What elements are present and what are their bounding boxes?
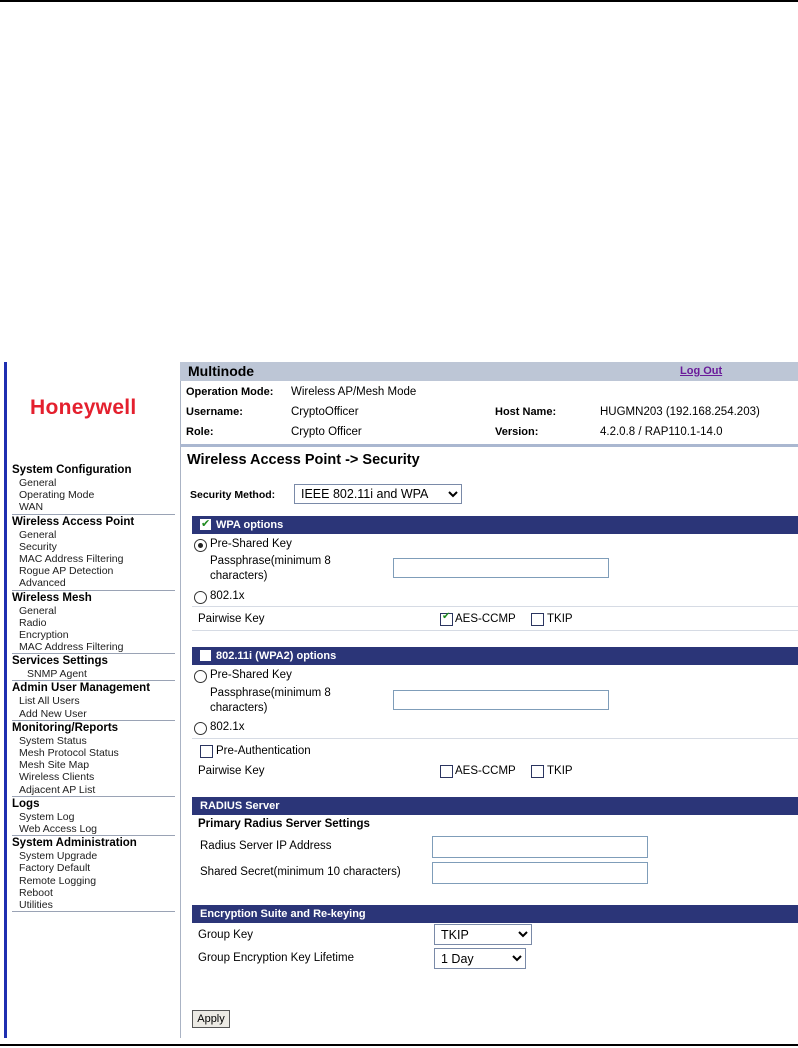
sidebar-heading-wireless-mesh[interactable]: Wireless Mesh — [12, 591, 92, 604]
sidebar-item-radio[interactable]: Radio — [19, 616, 47, 629]
wpa2-aes-ccmp-checkbox[interactable] — [440, 765, 453, 778]
wpa-options-title: WPA options — [216, 519, 284, 531]
wpa2-preauth-label: Pre-Authentication — [216, 745, 311, 757]
sidebar-item-wan[interactable]: WAN — [12, 501, 175, 514]
wpa2-enable-checkbox[interactable] — [200, 650, 211, 661]
wpa2-passphrase-input[interactable] — [393, 690, 609, 710]
sidebar-item-system-status[interactable]: System Status — [19, 734, 87, 747]
role-value: Crypto Officer — [291, 426, 362, 438]
wpa2-psk-radio[interactable] — [194, 670, 207, 683]
radius-server-header — [192, 797, 798, 815]
apply-button[interactable]: Apply — [192, 1010, 230, 1028]
wpa-bottom-divider — [192, 630, 798, 631]
sidebar-item-operating-mode[interactable]: Operating Mode — [19, 489, 95, 502]
group-key-lifetime-select[interactable] — [434, 948, 526, 969]
sidebar-item-adjacent-ap-list[interactable]: Adjacent AP List — [12, 784, 175, 797]
radius-ip-input[interactable] — [432, 836, 648, 858]
honeywell-logo: Honeywell — [30, 396, 137, 419]
sidebar-item-web-access-log[interactable]: Web Access Log — [12, 823, 175, 836]
sidebar-item-system-log[interactable]: System Log — [19, 810, 75, 823]
screenshot-frame — [4, 362, 798, 1038]
wpa-options-header — [192, 516, 798, 534]
wpa-passphrase-label-1: Passphrase(minimum 8 — [210, 555, 331, 567]
sidebar-heading-wireless-access-point[interactable]: Wireless Access Point — [12, 515, 135, 528]
sidebar-heading-monitoring-reports[interactable]: Monitoring/Reports — [12, 721, 119, 734]
username-label: Username: — [186, 406, 243, 418]
page-title: Wireless Access Point -> Security — [187, 452, 420, 468]
sidebar-item-list-all-users[interactable]: List All Users — [19, 695, 80, 708]
wpa2-8021x-radio[interactable] — [194, 722, 207, 735]
logout-link[interactable]: Log Out — [680, 365, 723, 377]
wpa2-preauth-checkbox[interactable] — [200, 745, 213, 758]
sidebar-item-reboot[interactable]: Reboot — [19, 886, 53, 899]
wpa2-options-header — [192, 647, 798, 665]
radius-ip-label: Radius Server IP Address — [200, 840, 332, 852]
host-name-value: HUGMN203 (192.168.254.203) — [600, 406, 760, 418]
sidebar-item-mesh-protocol-status[interactable]: Mesh Protocol Status — [19, 747, 119, 759]
security-method-select[interactable] — [294, 484, 462, 504]
sidebar-item-mesh-site-map[interactable]: Mesh Site Map — [19, 759, 90, 772]
sidebar-item-mac-address-filtering[interactable]: MAC Address Filtering — [19, 552, 124, 565]
wpa-enable-checkbox[interactable] — [200, 519, 211, 530]
app-title: Multinode — [188, 363, 255, 379]
radius-shared-secret-label: Shared Secret(minimum 10 characters) — [200, 866, 401, 878]
wpa-tkip-checkbox[interactable] — [531, 613, 544, 626]
wpa-aes-ccmp-label: AES-CCMP — [455, 613, 516, 625]
wpa2-passphrase-label-1: Passphrase(minimum 8 — [210, 687, 331, 699]
sidebar-item-general[interactable]: General — [19, 477, 57, 489]
wpa-pairwise-key-label: Pairwise Key — [198, 613, 265, 625]
sidebar-nav — [12, 463, 175, 912]
version-value: 4.2.0.8 / RAP110.1-14.0 — [600, 426, 723, 438]
wpa-8021x-radio[interactable] — [194, 591, 207, 604]
radius-server-title: RADIUS Server — [200, 800, 280, 812]
wpa-aes-ccmp-checkbox[interactable] — [440, 613, 453, 626]
wpa-psk-label: Pre-Shared Key — [210, 538, 292, 550]
wpa-psk-radio[interactable] — [194, 539, 207, 552]
operation-mode-value: Wireless AP/Mesh Mode — [291, 386, 417, 398]
wpa-8021x-label: 802.1x — [210, 590, 245, 602]
header-bar — [180, 362, 798, 381]
operation-mode-label: Operation Mode: — [186, 386, 274, 398]
sidebar-item-factory-default[interactable]: Factory Default — [19, 862, 91, 875]
sidebar-item-mesh-mac-address-filtering[interactable]: MAC Address Filtering — [12, 641, 175, 654]
sidebar-item-advanced[interactable]: Advanced — [12, 577, 175, 590]
wpa2-aes-ccmp-label: AES-CCMP — [455, 765, 516, 777]
sidebar-item-encryption[interactable]: Encryption — [19, 628, 69, 641]
wpa-passphrase-label-2: characters) — [210, 570, 268, 582]
host-name-label: Host Name: — [495, 406, 557, 418]
group-key-label: Group Key — [198, 929, 253, 941]
sidebar-divider — [180, 362, 181, 1038]
wpa2-psk-label: Pre-Shared Key — [210, 669, 292, 681]
sidebar-item-snmp-agent[interactable]: SNMP Agent — [12, 668, 175, 681]
group-key-lifetime-label: Group Encryption Key Lifetime — [198, 952, 354, 964]
security-method-label: Security Method: — [190, 489, 276, 501]
encryption-suite-title: Encryption Suite and Re-keying — [200, 908, 366, 920]
wpa2-passphrase-label-2: characters) — [210, 702, 268, 714]
sidebar — [7, 362, 179, 1038]
sidebar-item-system-upgrade[interactable]: System Upgrade — [19, 850, 98, 863]
sidebar-item-add-new-user[interactable]: Add New User — [12, 708, 175, 721]
username-value: CryptoOfficer — [291, 406, 359, 418]
sidebar-item-wireless-clients[interactable]: Wireless Clients — [19, 771, 95, 784]
wpa2-row-divider — [192, 738, 798, 739]
sidebar-heading-services-settings[interactable]: Services Settings — [12, 655, 108, 668]
header-divider — [180, 444, 798, 447]
sidebar-item-security[interactable]: Security — [19, 540, 57, 553]
sidebar-heading-admin-user-management[interactable]: Admin User Management — [12, 682, 151, 695]
sidebar-item-rogue-ap-detection[interactable]: Rogue AP Detection — [19, 565, 114, 578]
sidebar-item-mesh-general[interactable]: General — [19, 604, 57, 617]
wpa-tkip-label: TKIP — [547, 613, 573, 625]
wpa2-tkip-checkbox[interactable] — [531, 765, 544, 778]
sidebar-heading-system-administration[interactable]: System Administration — [12, 837, 137, 850]
radius-shared-secret-input[interactable] — [432, 862, 648, 884]
wpa-passphrase-input[interactable] — [393, 558, 609, 578]
sidebar-heading-system-configuration[interactable]: System Configuration — [12, 464, 132, 476]
page-top-rule — [0, 0, 798, 2]
wpa-row-divider — [192, 606, 798, 607]
sidebar-heading-logs[interactable]: Logs — [12, 797, 40, 810]
radius-primary-subheading: Primary Radius Server Settings — [198, 818, 370, 830]
wpa2-tkip-label: TKIP — [547, 765, 573, 777]
sidebar-item-utilities[interactable]: Utilities — [12, 899, 175, 912]
sidebar-item-ap-general[interactable]: General — [19, 528, 57, 541]
wpa2-8021x-label: 802.1x — [210, 721, 245, 733]
role-label: Role: — [186, 426, 214, 438]
page-bottom-rule — [0, 1044, 798, 1046]
wpa2-pairwise-key-label: Pairwise Key — [198, 765, 265, 777]
wpa2-options-title: 802.11i (WPA2) options — [216, 650, 337, 662]
sidebar-item-remote-logging[interactable]: Remote Logging — [19, 874, 97, 887]
encryption-suite-header — [192, 905, 798, 923]
version-label: Version: — [495, 426, 539, 438]
group-key-select[interactable] — [434, 924, 532, 945]
